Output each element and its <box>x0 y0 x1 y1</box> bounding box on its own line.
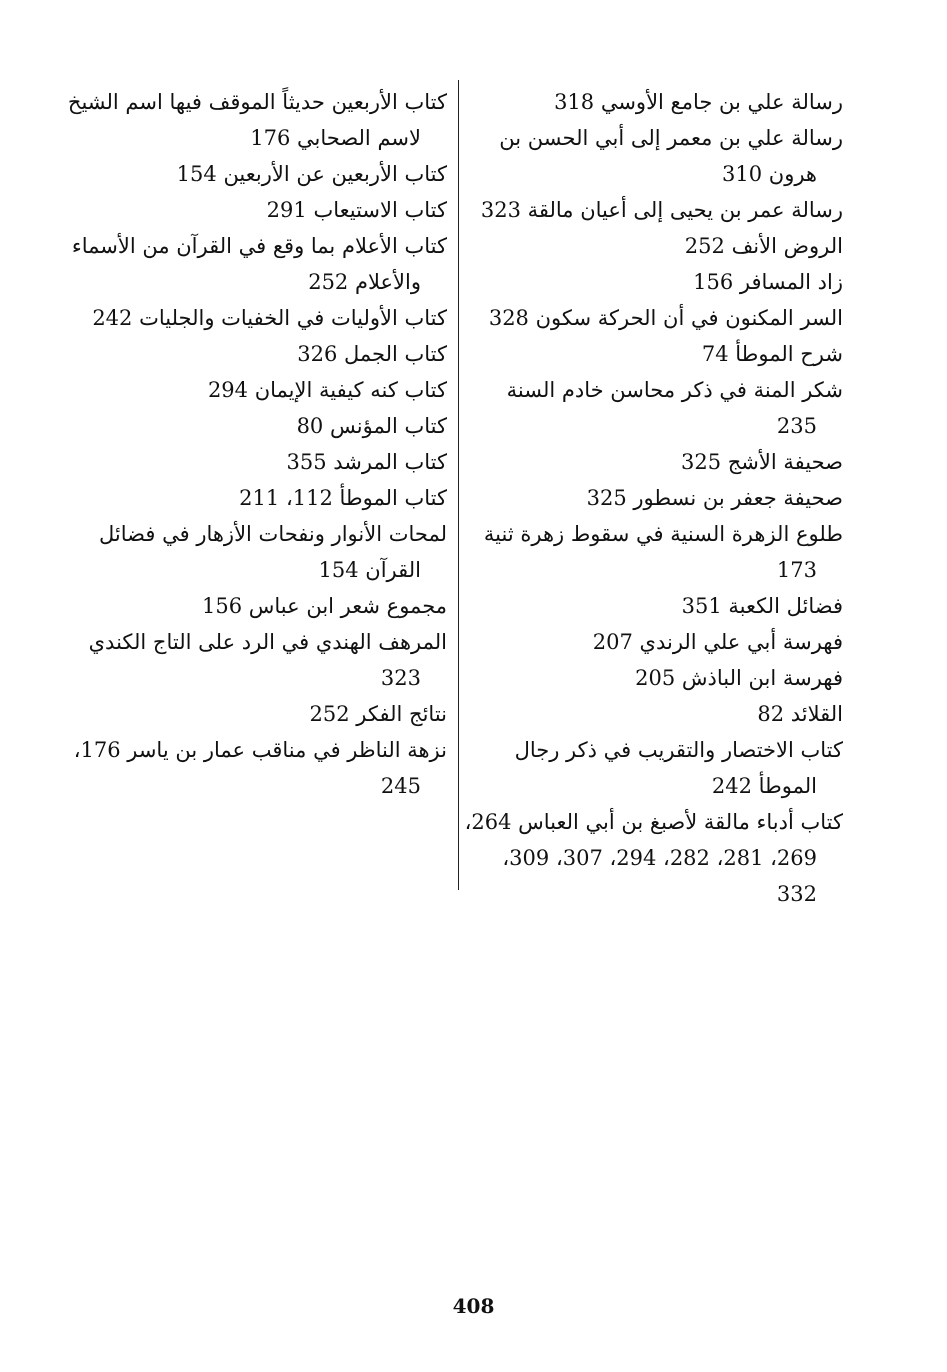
index-entry: كتاب الاستيعاب 291 <box>266 198 447 222</box>
column-divider <box>458 80 459 890</box>
index-entry: صحيفة الأشج 325 <box>680 450 843 474</box>
index-column-right <box>463 84 843 912</box>
index-entry: زاد المسافر 156 <box>693 270 843 294</box>
index-entry: رسالة علي بن جامع الأوسي 318 <box>554 90 843 114</box>
index-entry: الروض الأنف 252 <box>684 234 843 258</box>
index-entry: القلائد 82 <box>757 702 843 726</box>
index-entry: كتاب الأعلام بما وقع في القرآن من الأسماء والأعلام 252 <box>71 234 447 294</box>
index-column-left <box>67 84 447 804</box>
index-entry: نتائج الفكر 252 <box>309 702 447 726</box>
index-entry: كتاب الاختصار والتقريب في ذكر رجال الموطأ 242 <box>514 738 843 798</box>
index-entry: رسالة علي بن معمر إلى أبي الحسن بن هرون 310 <box>499 126 843 186</box>
index-entry: فهرسة أبي علي الرندي 207 <box>592 630 843 654</box>
index-entry: فضائل الكعبة 351 <box>681 594 843 618</box>
index-entry: كتاب الأربعين عن الأربعين 154 <box>176 162 447 186</box>
index-entry: كتاب المرشد 355 <box>286 450 447 474</box>
index-entry: كتاب الموطأ 112، 211 <box>239 486 447 510</box>
index-entry: رسالة عمر بن يحيى إلى أعيان مالقة 323 <box>480 198 843 222</box>
index-entry: شرح الموطأ 74 <box>701 342 843 366</box>
index-entry: كتاب الأوليات في الخفيات والجليات 242 <box>92 306 447 330</box>
index-entry: نزهة الناظر في مناقب عمار بن ياسر 176، 245 <box>73 738 447 798</box>
index-entry: المرهف الهندي في الرد على التاج الكندي 323 <box>88 630 447 690</box>
index-entry: كتاب أدباء مالقة لأصبغ بن أبي العباس 264، 269، 281، 282، 294، 307، 309، 332 <box>464 810 843 906</box>
index-entry: كتاب الجمل 326 <box>297 342 447 366</box>
index-entry: لمحات الأنوار ونفحات الأزهار في فضائل القرآن 154 <box>99 522 447 582</box>
index-entry: كتاب كنه كيفية الإيمان 294 <box>207 378 447 402</box>
index-entry: كتاب المؤنس 80 <box>296 414 447 438</box>
index-entry: فهرسة ابن الباذش 205 <box>635 666 843 690</box>
index-entry: طلوع الزهرة السنية في سقوط زهرة ثنية 173 <box>483 522 843 582</box>
index-entry: السر المكنون في أن الحركة سكون 328 <box>488 306 843 330</box>
index-entry: صحيفة جعفر بن نسطور 325 <box>586 486 843 510</box>
index-entry: مجموع شعر ابن عباس 156 <box>202 594 447 618</box>
index-entry: شكر المنة في ذكر محاسن خادم السنة 235 <box>506 378 843 438</box>
index-entry: كتاب الأربعين حديثاً الموقف فيها اسم الشيخ لاسم الصحابي 176 <box>67 90 447 150</box>
page-number: 408 <box>452 1294 495 1318</box>
